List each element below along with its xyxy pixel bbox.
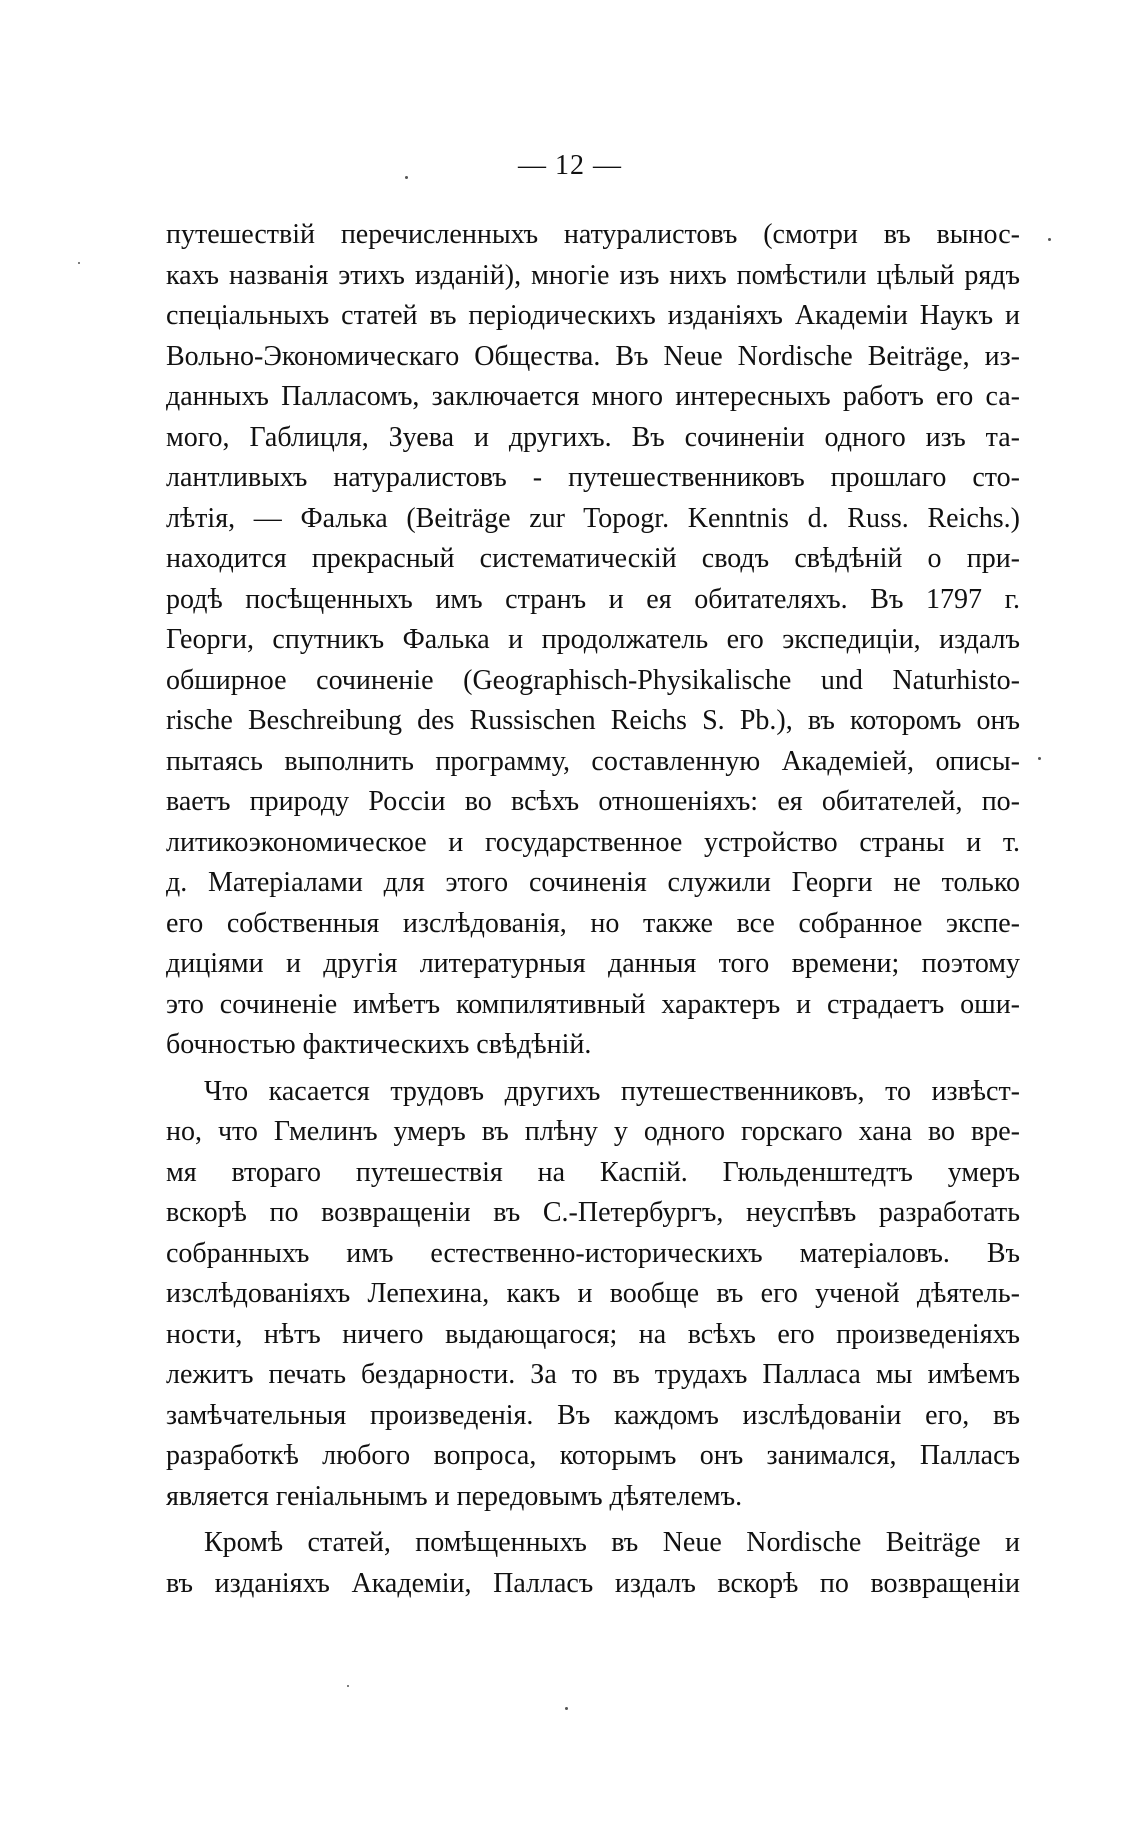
text-line: родѣ посѣщенныхъ имъ странъ и ея обитателяхъ. Въ 1797 г. [166,583,1020,615]
text-line: изслѣдованіяхъ Лепехина, какъ и вообще въ его ученой дѣятель- [166,1278,1020,1309]
text-line: путешествій перечисленныхъ натуралистовъ (смотри въ вынос- [166,219,1020,250]
text-line: его собственныя изслѣдованія, но также все собранное экспе- [166,907,1020,939]
text-line: разработкѣ любого вопроса, которымъ онъ занимался, Палласъ [166,1440,1020,1471]
body-text [166,215,1020,1604]
text-line: Георги, спутникъ Фалька и продолжатель его экспедиціи, издалъ [166,624,1020,655]
scan-speck [78,262,80,264]
text-line: вскорѣ по возвращеніи въ С.-Петербургъ, неуспѣвъ разработать [166,1197,1020,1228]
paragraph-start-line: Кромѣ статей, помѣщенныхъ въ Neue Nordische Beiträge и [204,1527,1020,1558]
page-number: — 12 — [518,150,622,181]
text-line: бочностью фактическихъ свѣдѣній. [166,1029,592,1060]
text-line: диціями и другія литературныя данныя того времени; поэтому [166,948,1020,979]
text-line: данныхъ Палласомъ, заключается много интересныхъ работъ его са- [166,381,1020,412]
scan-speck [1038,757,1041,760]
scan-speck [347,1685,349,1687]
text-line: пытаясь выполнить программу, составленную Академіей, описы- [166,745,1020,777]
scan-speck [1048,238,1051,241]
text-line: лѣтія, — Фалька (Beiträge zur Topogr. Kenntnis d. Russ. Reichs.) [166,502,1020,534]
text-line: д. Матеріалами для этого сочиненія служили Георги не только [166,867,1020,898]
text-line: находится прекрасный систематическій сводъ свѣдѣній о при- [166,543,1020,574]
text-line: обширное сочиненіе (Geographisch-Physikalische und Naturhisto- [166,664,1020,696]
text-line: замѣчательныя произведенія. Въ каждомъ изслѣдованіи его, въ [166,1399,1020,1431]
text-line: это сочиненіе имѣетъ компилятивный характеръ и страдаетъ оши- [166,988,1020,1020]
text-line: кахъ названія этихъ изданій), многіе изъ нихъ помѣстили цѣлый рядъ [166,259,1020,291]
text-line: является геніальнымъ и передовымъ дѣятелемъ. [166,1480,743,1512]
text-line: но, что Гмелинъ умеръ въ плѣну у одного горскаго хана во вре- [166,1116,1020,1147]
text-line: лежитъ печать бездарности. За то въ трудахъ Палласа мы имѣемъ [166,1359,1020,1390]
scan-speck [565,1707,568,1710]
text-line: собранныхъ имъ естественно-историческихъ матеріаловъ. Въ [166,1237,1020,1269]
text-line: въ изданіяхъ Академіи, Палласъ издалъ вскорѣ по возвращеніи [166,1567,1020,1599]
text-line: ности, нѣтъ ничего выдающагося; на всѣхъ его произведеніяхъ [166,1318,1020,1350]
paragraph-start-line: Что касается трудовъ другихъ путешественниковъ, то извѣст- [204,1075,1020,1107]
text-line: мого, Габлицля, Зуева и другихъ. Въ сочиненіи одного изъ та- [166,421,1020,453]
text-line: Вольно-Экономическаго Общества. Въ Neue Nordische Beiträge, из- [166,340,1020,372]
text-line: спеціальныхъ статей въ періодическихъ изданіяхъ Академіи Наукъ и [166,300,1020,331]
text-line: ваетъ природу Россіи во всѣхъ отношеніяхъ: ея обитателей, по- [166,786,1020,817]
scan-speck [405,176,408,179]
text-line: мя втораго путешествія на Каспій. Гюльденштедтъ умеръ [166,1156,1020,1188]
text-line: литикоэкономическое и государственное устройство страны и т. [166,826,1020,858]
text-line: лантливыхъ натуралистовъ - путешественниковъ прошлаго сто- [166,462,1020,493]
text-line: rische Beschreibung des Russischen Reichs S. Pb.), въ которомъ онъ [166,705,1020,736]
